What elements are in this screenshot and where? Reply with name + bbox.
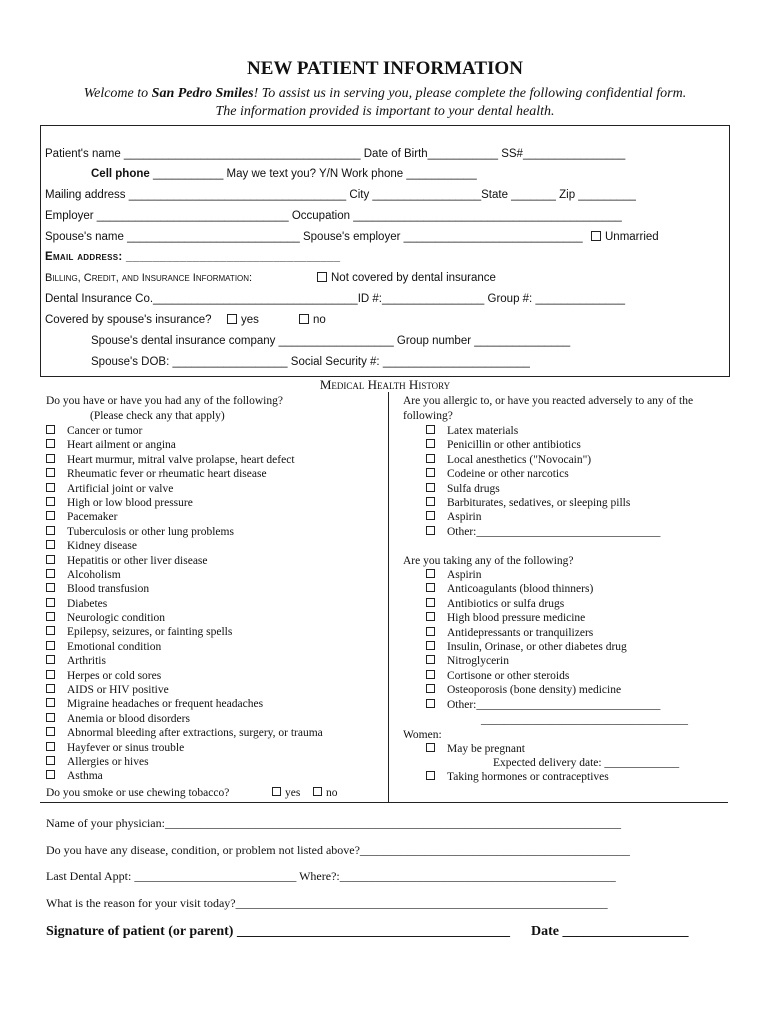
medications-question: Are you taking any of the following? xyxy=(403,555,574,567)
allergy-question-line2: following? xyxy=(403,410,453,422)
pregnant-checkbox[interactable] xyxy=(426,743,525,755)
allergy-checkbox[interactable] xyxy=(426,525,660,539)
hormones-checkbox[interactable] xyxy=(426,771,609,783)
checkbox-icon xyxy=(426,655,435,664)
covered-no-checkbox[interactable] xyxy=(299,314,326,326)
allergy-checkbox-label: Sulfa drugs xyxy=(447,482,500,495)
condition-checkbox-label: Heart murmur, mitral valve prolapse, heart defect xyxy=(67,453,295,466)
unmarried-checkbox[interactable] xyxy=(591,231,659,243)
covered-yes-label: yes xyxy=(241,314,259,326)
condition-checkbox[interactable] xyxy=(46,669,323,683)
condition-checkbox[interactable] xyxy=(46,697,323,711)
allergy-checkbox-label: Barbiturates, sedatives, or sleeping pills xyxy=(447,496,631,509)
allergy-checkbox[interactable] xyxy=(426,510,660,524)
allergy-checkbox[interactable] xyxy=(426,453,660,467)
condition-checkbox-label: Hepatitis or other liver disease xyxy=(67,554,208,567)
condition-checkbox-label: Rheumatic fever or rheumatic heart disease xyxy=(67,468,267,481)
checkbox-icon xyxy=(46,655,55,664)
smoke-yes-checkbox[interactable] xyxy=(272,787,300,799)
checkbox-icon xyxy=(46,670,55,679)
checkbox-icon xyxy=(46,598,55,607)
checkbox-icon xyxy=(46,526,55,535)
checkbox-icon xyxy=(46,468,55,477)
conditions-list xyxy=(46,424,323,784)
checkbox-icon xyxy=(426,641,435,650)
checkbox-icon xyxy=(46,454,55,463)
checkbox-icon xyxy=(426,425,435,434)
checkbox-icon xyxy=(46,483,55,492)
last-dental-appt-field[interactable]: Last Dental Appt: ___________________________ Where?:______________________________________________ xyxy=(46,869,616,883)
condition-checkbox[interactable] xyxy=(46,654,323,668)
condition-checkbox-label: Herpes or cold sores xyxy=(67,669,162,682)
patient-info-box xyxy=(40,125,730,377)
condition-checkbox-label: Abnormal bleeding after extractions, surgery, or trauma xyxy=(67,727,323,740)
welcome-pre: Welcome to xyxy=(83,86,152,101)
covered-by-spouse-question: Covered by spouse's insurance? xyxy=(45,314,212,326)
condition-checkbox-label: High or low blood pressure xyxy=(67,496,193,509)
medication-checkbox-label: Antidepressants or tranquilizers xyxy=(447,626,594,639)
allergy-checkbox-label: Penicillin or other antibiotics xyxy=(447,439,581,452)
condition-checkbox-label: Kidney disease xyxy=(67,540,137,553)
checkbox-icon xyxy=(46,727,55,736)
checkbox-icon xyxy=(426,670,435,679)
cell-phone-field[interactable] xyxy=(91,168,477,180)
condition-checkbox-label: Asthma xyxy=(67,770,103,783)
checkbox-icon xyxy=(317,272,327,282)
condition-checkbox-label: Artificial joint or valve xyxy=(67,482,174,495)
checkbox-icon xyxy=(46,770,55,779)
allergy-checkbox-label: Local anesthetics ("Novocain") xyxy=(447,453,592,466)
medication-checkbox-label: Anticoagulants (blood thinners) xyxy=(447,583,594,596)
delivery-date-field[interactable]: Expected delivery date: _____________ xyxy=(493,757,680,769)
condition-checkbox[interactable] xyxy=(46,539,323,553)
visit-reason-field[interactable]: What is the reason for your visit today?______________________________________________________________ xyxy=(46,896,608,910)
allergy-list xyxy=(426,424,660,539)
medication-checkbox[interactable] xyxy=(426,654,660,668)
checkbox-icon xyxy=(426,511,435,520)
medication-checkbox-label: Aspirin xyxy=(447,569,482,581)
checkbox-icon xyxy=(591,231,601,241)
hormones-label: Taking hormones or contraceptives xyxy=(447,771,609,783)
allergy-checkbox[interactable] xyxy=(426,438,660,452)
medication-checkbox-label: Cortisone or other steroids xyxy=(447,669,570,682)
checkbox-icon xyxy=(46,756,55,765)
condition-checkbox-label: Neurologic condition xyxy=(67,612,166,625)
welcome-text-line2: The information provided is important to your dental health. xyxy=(215,104,555,119)
allergy-checkbox[interactable] xyxy=(426,424,660,438)
checkbox-icon xyxy=(426,699,435,708)
checkbox-icon xyxy=(272,787,281,796)
medication-checkbox-label: Osteoporosis (bone density) medicine xyxy=(447,684,622,697)
condition-checkbox[interactable] xyxy=(46,640,323,654)
pregnant-label: May be pregnant xyxy=(447,743,525,755)
checkbox-icon xyxy=(426,771,435,780)
smoke-question: Do you smoke or use chewing tobacco? xyxy=(46,787,230,799)
condition-checkbox-label: Anemia or blood disorders xyxy=(67,712,190,725)
checkbox-icon xyxy=(46,742,55,751)
condition-checkbox[interactable] xyxy=(46,554,323,568)
condition-checkbox[interactable] xyxy=(46,712,323,726)
condition-checkbox-label: Cancer or tumor xyxy=(67,425,143,437)
checkbox-icon xyxy=(46,569,55,578)
condition-checkbox[interactable] xyxy=(46,582,323,596)
checkbox-icon xyxy=(46,626,55,635)
condition-checkbox[interactable] xyxy=(46,741,323,755)
medication-checkbox[interactable] xyxy=(426,611,660,625)
dental-insurance-field[interactable]: Dental Insurance Co.________________________________ID #:________________ Group #: ______________ xyxy=(45,293,625,305)
condition-checkbox[interactable] xyxy=(46,482,323,496)
medication-checkbox[interactable] xyxy=(426,698,660,712)
not-covered-label: Not covered by dental insurance xyxy=(331,272,496,284)
checkbox-icon xyxy=(46,583,55,592)
allergy-checkbox-label: Aspirin xyxy=(447,511,482,524)
checkbox-icon xyxy=(426,612,435,621)
condition-checkbox[interactable] xyxy=(46,625,323,639)
condition-checkbox[interactable] xyxy=(46,568,323,582)
employer-field[interactable]: Employer ______________________________ Occupation __________________________________________ xyxy=(45,210,622,222)
condition-checkbox-label: Emotional condition xyxy=(67,640,162,653)
date-field[interactable]: Date __________________ xyxy=(531,924,689,939)
allergy-checkbox-label: Other:________________________________ xyxy=(447,525,661,538)
other-medication-line2[interactable]: ____________________________________ xyxy=(481,714,688,726)
covered-yes-checkbox[interactable] xyxy=(227,314,259,326)
checkbox-icon xyxy=(426,454,435,463)
checkbox-icon xyxy=(426,497,435,506)
condition-checkbox[interactable] xyxy=(46,496,323,510)
medication-checkbox[interactable] xyxy=(426,626,660,640)
medication-checkbox-label: Antibiotics or sulfa drugs xyxy=(447,597,565,610)
condition-checkbox-label: Hayfever or sinus trouble xyxy=(67,741,185,754)
medication-checkbox[interactable] xyxy=(426,669,660,683)
condition-checkbox[interactable] xyxy=(46,525,323,539)
checkbox-icon xyxy=(426,439,435,448)
checkbox-icon xyxy=(46,612,55,621)
covered-no-label: no xyxy=(313,314,326,326)
checkbox-icon xyxy=(426,598,435,607)
physician-field[interactable]: Name of your physician:____________________________________________________________________________ xyxy=(46,816,621,830)
condition-checkbox[interactable] xyxy=(46,453,323,467)
medication-checkbox[interactable] xyxy=(426,640,660,654)
practice-name: San Pedro Smiles xyxy=(151,86,254,101)
medication-checkbox[interactable] xyxy=(426,582,660,596)
condition-checkbox[interactable] xyxy=(46,755,323,769)
women-label: Women: xyxy=(403,729,442,741)
checkbox-icon xyxy=(313,787,322,796)
allergy-question: Are you allergic to, or have you reacted adversely to any of the xyxy=(403,395,694,407)
checkbox-icon xyxy=(426,526,435,535)
checkbox-icon xyxy=(426,569,435,578)
condition-checkbox[interactable] xyxy=(46,726,323,740)
checkbox-icon xyxy=(46,713,55,722)
medication-checkbox-label: Nitroglycerin xyxy=(447,655,509,668)
condition-checkbox-label: Diabetes xyxy=(67,597,108,610)
unmarried-label: Unmarried xyxy=(605,231,659,243)
checkbox-icon xyxy=(46,698,55,707)
condition-checkbox-label: Pacemaker xyxy=(67,511,118,524)
conditions-question: Do you have or have you had any of the following? xyxy=(46,395,283,407)
condition-checkbox-label: Alcoholism xyxy=(67,568,121,581)
smoke-yes-label: yes xyxy=(285,787,301,799)
allergy-checkbox[interactable] xyxy=(426,482,660,496)
checkbox-icon xyxy=(46,425,55,434)
allergy-checkbox-label: Latex materials xyxy=(447,425,519,437)
billing-heading: Billing, Credit, and Insurance Information: xyxy=(45,272,253,284)
checkbox-icon xyxy=(46,684,55,693)
cell-phone-label: Cell phone xyxy=(91,168,150,180)
condition-checkbox[interactable] xyxy=(46,683,323,697)
welcome-post: ! To assist us in serving you, please complete the following confidential form. xyxy=(253,86,687,101)
condition-checkbox-label: Migraine headaches or frequent headaches xyxy=(67,698,264,711)
checkbox-icon xyxy=(426,684,435,693)
spouse-dob-field[interactable]: Spouse's DOB: __________________ Social Security #: _______________________ xyxy=(91,356,530,368)
checkbox-icon xyxy=(426,583,435,592)
allergy-checkbox[interactable] xyxy=(426,496,660,510)
condition-checkbox[interactable] xyxy=(46,467,323,481)
medication-checkbox-label: Other:________________________________ xyxy=(447,698,661,711)
condition-checkbox-label: Allergies or hives xyxy=(67,755,149,768)
email-address-field[interactable]: Email address: ________________________________ xyxy=(45,251,341,263)
condition-checkbox[interactable] xyxy=(46,597,323,611)
not-covered-checkbox[interactable] xyxy=(317,272,496,284)
conditions-instruction: (Please check any that apply) xyxy=(90,410,225,422)
checkbox-icon xyxy=(46,540,55,549)
condition-checkbox[interactable] xyxy=(46,510,323,524)
checkbox-icon xyxy=(426,483,435,492)
condition-checkbox-label: Heart ailment or angina xyxy=(67,439,176,452)
checkbox-icon xyxy=(46,511,55,520)
signature-field[interactable]: Signature of patient (or parent) _______________________________________ xyxy=(46,924,510,939)
medications-list xyxy=(426,568,660,712)
spouse-insurance-field[interactable]: Spouse's dental insurance company __________________ Group number _______________ xyxy=(91,335,571,347)
smoke-no-checkbox[interactable] xyxy=(313,787,338,799)
checkbox-icon xyxy=(46,439,55,448)
patient-name-field[interactable]: Patient's name _____________________________________ Date of Birth___________ SS#________________ xyxy=(45,148,626,160)
form-title: NEW PATIENT INFORMATION xyxy=(247,58,523,79)
checkbox-icon xyxy=(46,641,55,650)
medical-history-title: Medical Health History xyxy=(319,377,451,392)
medication-checkbox-label: Insulin, Orinase, or other diabetes drug xyxy=(447,640,627,653)
column-divider xyxy=(388,392,389,802)
allergy-checkbox[interactable] xyxy=(426,467,660,481)
welcome-text xyxy=(0,86,770,102)
medication-checkbox[interactable] xyxy=(426,568,660,582)
condition-checkbox-label: Arthritis xyxy=(67,655,106,668)
cell-phone-line: ___________ May we text you? Y/N Work phone ___________ xyxy=(152,168,477,180)
checkbox-icon xyxy=(46,555,55,564)
smoke-no-label: no xyxy=(326,787,338,799)
other-disease-field[interactable]: Do you have any disease, condition, or problem not listed above?_____________________________________________ xyxy=(46,843,630,857)
condition-checkbox-label: AIDS or HIV positive xyxy=(67,684,169,697)
checkbox-icon xyxy=(426,743,435,752)
condition-checkbox[interactable] xyxy=(46,769,323,783)
allergy-checkbox-label: Codeine or other narcotics xyxy=(447,468,569,481)
checkbox-icon xyxy=(426,627,435,636)
checkbox-icon xyxy=(299,314,309,324)
checkbox-icon xyxy=(46,497,55,506)
checkbox-icon xyxy=(426,468,435,477)
mailing-address-field[interactable]: Mailing address __________________________________ City _________________State _______ Zip _________ xyxy=(45,189,636,201)
condition-checkbox-label: Blood transfusion xyxy=(67,583,150,596)
condition-checkbox-label: Tuberculosis or other lung problems xyxy=(67,525,234,538)
spouse-name-field[interactable]: Spouse's name ___________________________ Spouse's employer ____________________________ xyxy=(45,231,583,243)
medication-checkbox-label: High blood pressure medicine xyxy=(447,612,586,625)
condition-checkbox[interactable] xyxy=(46,438,323,452)
medication-checkbox[interactable] xyxy=(426,683,660,697)
condition-checkbox[interactable] xyxy=(46,424,323,438)
checkbox-icon xyxy=(227,314,237,324)
condition-checkbox-label: Epilepsy, seizures, or fainting spells xyxy=(67,626,233,639)
medication-checkbox[interactable] xyxy=(426,597,660,611)
condition-checkbox[interactable] xyxy=(46,611,323,625)
